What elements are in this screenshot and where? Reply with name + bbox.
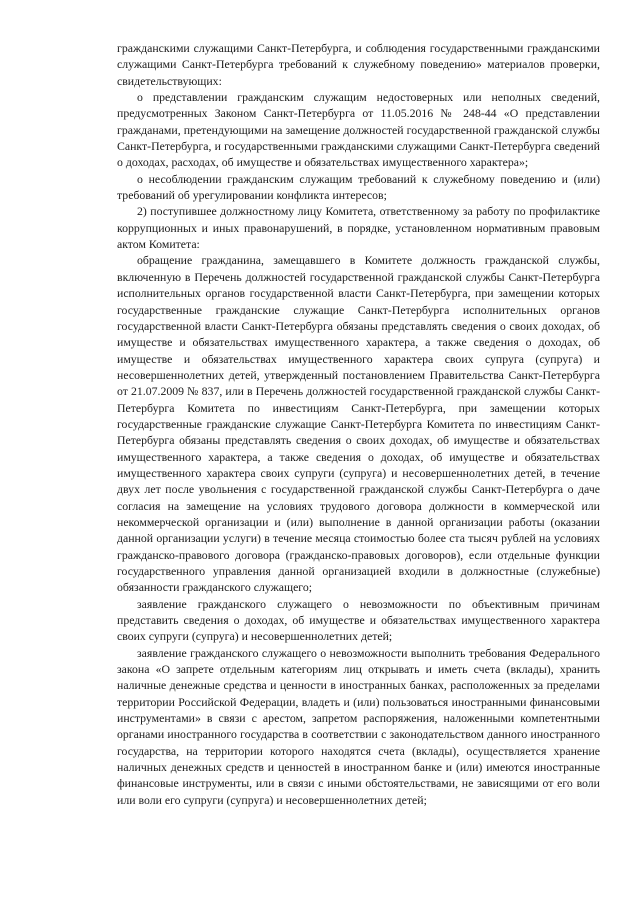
- paragraph-5: обращение гражданина, замещавшего в Комитете должность гражданской службы, включенную в Перечень должностей государственной гражданской службы Санкт-Петербурга исполнительных органов государственной власти Санкт-Петербурга, при замещении которых государственные гражданские служащие Санкт-Петербурга исполнительных органов государственной власти Санкт-Петербурга обязаны представлять сведения о своих доходах, об имуществе и обязательствах имущественного характера, а также сведения о доходах, об имуществе и обязательствах имущественного характера своих супруга (супруга) и несовершеннолетних детей, утвержденный постановлением Правительства Санкт-Петербурга от 21.07.2009 № 837, или в Перечень должностей государственной гражданской службы Санкт-Петербурга Комитета по инвестициям Санкт-Петербурга, при замещении которых государственные гражданские служащие Санкт-Петербурга Комитета по инвестициям Санкт-Петербурга обязаны представлять сведения о своих доходах, об имуществе и обязательствах имущественного характера, а также сведения о доходах, об имуществе и обязательствах имущественного характера своих супруги (супруга) и несовершеннолетних детей, в течение двух лет после увольнения с государственной гражданской службы Санкт-Петербурга о даче согласия на замещение на условиях трудового договора должности в коммерческой или некоммерческой организации и (или) выполнение в данной организации работы (оказании данной организации услуги) в течение месяца стоимостью более ста тысяч рублей на условиях гражданско-правового договора (гражданско-правовых договоров), если отдельные функции государственного управления данной организацией входили в должностные (служебные) обязанности гражданского служащего;: [117, 253, 600, 595]
- paragraph-6: заявление гражданского служащего о невозможности по объективным причинам представить сведения о доходах, об имуществе и обязательствах имущественного характера своих супруги (супруга) и несовершеннолетних детей;: [117, 596, 600, 644]
- paragraph-7: заявление гражданского служащего о невозможности выполнить требования Федерального закона «О запрете отдельным категориям лиц открывать и иметь счета (вклады), хранить наличные денежные средства и ценности в иностранных банках, расположенных за пределами территории Российской Федерации, владеть и (или) пользоваться иностранными финансовыми инструментами» в связи с арестом, запретом распоряжения, наложенными компетентными органами иностранного государства в соответствии с законодательством данного иностранного государства, на территории которого находятся счета (вклады), осуществляется хранение наличных денежных средств и ценностей в иностранном банке и (или) имеются иностранные финансовые инструменты, или в связи с иными обстоятельствами, не зависящими от его воли или воли его супруги (супруга) и несовершеннолетних детей;: [117, 645, 600, 807]
- paragraph-4: 2) поступившее должностному лицу Комитета, ответственному за работу по профилактике коррупционных и иных правонарушений, в порядке, установленном нормативным правовым актом Комитета:: [117, 204, 600, 252]
- paragraph-1: гражданскими служащими Санкт-Петербурга, и соблюдения государственными гражданскими служащими Санкт-Петербурга требований к служебному поведению» материалов проверки, свидетельствующих:: [117, 41, 600, 88]
- paragraph-3: о несоблюдении гражданским служащим требований к служебному поведению и (или) требований об урегулировании конфликта интересов;: [117, 171, 600, 203]
- paragraph-2: о представлении гражданским служащим недостоверных или неполных сведений, предусмотренных Законом Санкт-Петербурга от 11.05.2016 № 248-44 «О представлении гражданами, претендующими на замещение должностей государственной гражданской службы Санкт-Петербурга, и государственными гражданскими служащими Санкт-Петербурга сведений о доходах, расходах, об имуществе и обязательствах имущественного характера»;: [117, 90, 600, 170]
